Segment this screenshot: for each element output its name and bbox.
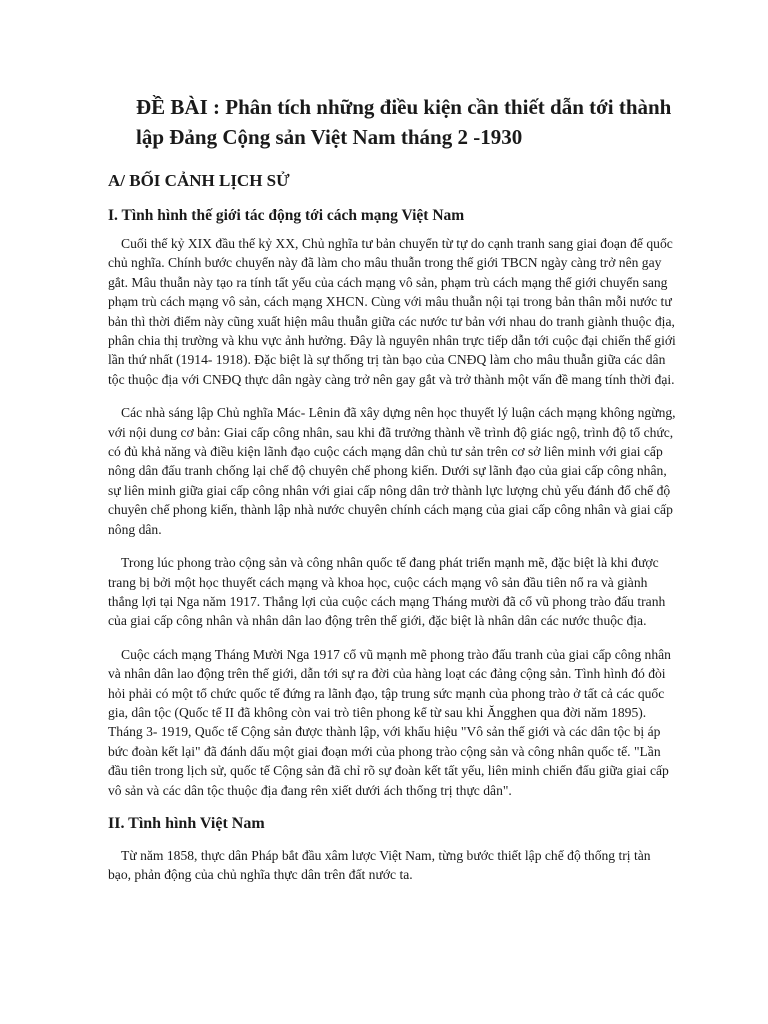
paragraph-world-2: Các nhà sáng lập Chủ nghĩa Mác- Lênin đã xây dựng nên học thuyết lý luận cách mạng không ngừng, với nội dung cơ bản: Giai cấp công nhân, sau khi đã trưởng thành về trình độ giác ngộ, trình độ tổ chức, có đủ khả năng và điều kiện lãnh đạo cuộc cách mạng dân chủ tư sản trên cơ sở liên minh với giai cấp nông dân đấu tranh chống lại chế độ chuyên chế phong kiến. Dưới sự lãnh đạo của giai cấp công nhân, sự liên minh giữa giai cấp công nhân với giai cấp nông dân trở thành lực lượng chủ yếu đánh đổ chế độ chuyên chế phong kiến, thành lập nhà nước chuyên chính cách mạng của giai cấp công nhân và giai cấp nông dân. xyxy=(108,405,676,537)
paragraph-world-3: Trong lúc phong trào cộng sản và công nhân quốc tế đang phát triển mạnh mẽ, đặc biệt là khi được trang bị bởi một học thuyết cách mạng và khoa học, cuộc cách mạng vô sản đầu tiên nổ ra và giành thắng lợi tại Nga năm 1917. Thắng lợi của cuộc cách mạng Tháng mười đã cổ vũ phong trào đấu tranh của giai cấp công nhân và nhân dân lao động trên thế giới, đặc biệt là nhân dân các nước thuộc địa. xyxy=(108,555,666,629)
paragraph-world-1: Cuối thế kỷ XIX đầu thế kỷ XX, Chủ nghĩa tư bản chuyển từ tự do cạnh tranh sang giai đoạn đế quốc chủ nghĩa. Chính bước chuyển này đã làm cho mâu thuẫn trong thế giới TBCN ngày càng trở nên gay gắt. Mâu thuẫn này tạo ra tính tất yếu của cách mạng vô sản, phạm trù cách mạng thế giới chuyển sang phạm trù cách mạng vô sản, cách mạng XHCN. Cùng với mâu thuẫn nội tại trong bản thân mỗi nước tư bản thì thời điểm này cũng xuất hiện mâu thuẫn giữa các nước tư bản với nhau do tranh giành thuộc địa, phân chia thị trường và khu vực ảnh hưởng. Đây là nguyên nhân trực tiếp dẫn tới cuộc đại chiến thế giới lần thứ nhất (1914- 1918). Đặc biệt là sự thống trị tàn bạo của CNĐQ làm cho mâu thuẫn giữa các dân tộc thuộc địa với CNĐQ thực dân ngày càng trở nên gay gắt và trở thành một vấn đề mang tính thời đại. xyxy=(108,236,676,387)
document-title: ĐỀ BÀI : Phân tích những điều kiện cần thiết dẫn tới thành lập Đảng Cộng sản Việt Nam tháng 2 -1930 xyxy=(136,95,672,149)
paragraph-vietnam-1: Từ năm 1858, thực dân Pháp bắt đầu xâm lược Việt Nam, từng bước thiết lập chế độ thống trị tàn bạo, phản động của chủ nghĩa thực dân trên đất nước ta. xyxy=(108,847,651,883)
subsection-heading-vietnam-situation: II. Tình hình Việt Nam xyxy=(108,814,265,832)
subsection-heading-world-situation: I. Tình hình thế giới tác động tới cách mạng Việt Nam xyxy=(108,207,465,224)
section-heading-historical-context: A/ BỐI CẢNH LỊCH SỬ xyxy=(108,171,290,190)
paragraph-world-4: Cuộc cách mạng Tháng Mười Nga 1917 cổ vũ mạnh mẽ phong trào đấu tranh của giai cấp công nhân và nhân dân lao động trên thế giới, dẫn tới sự ra đời của hàng loạt các đảng cộng sản. Tình hình đó đòi hỏi phải có một tổ chức quốc tế đứng ra lãnh đạo, tập trung sức mạnh của phong trào ở tất cả các quốc gia, dân tộc (Quốc tế II đã không còn vai trò tiên phong kể từ sau khi Ăngghen qua đời năm 1895). Tháng 3- 1919, Quốc tế Cộng sản được thành lập, với khẩu hiệu "Vô sản thế giới và các dân tộc bị áp bức đoàn kết lại" đã đánh dấu một giai đoạn mới của phong trào cộng sản và công nhân quốc tế. "Lần đầu tiên trong lịch sử, quốc tế Cộng sản đã chỉ rõ sự đoàn kết tất yếu, liên minh chiến đấu giữa giai cấp vô sản và các dân tộc thuộc địa đang rên xiết dưới ách thống trị thực dân". xyxy=(108,646,671,798)
